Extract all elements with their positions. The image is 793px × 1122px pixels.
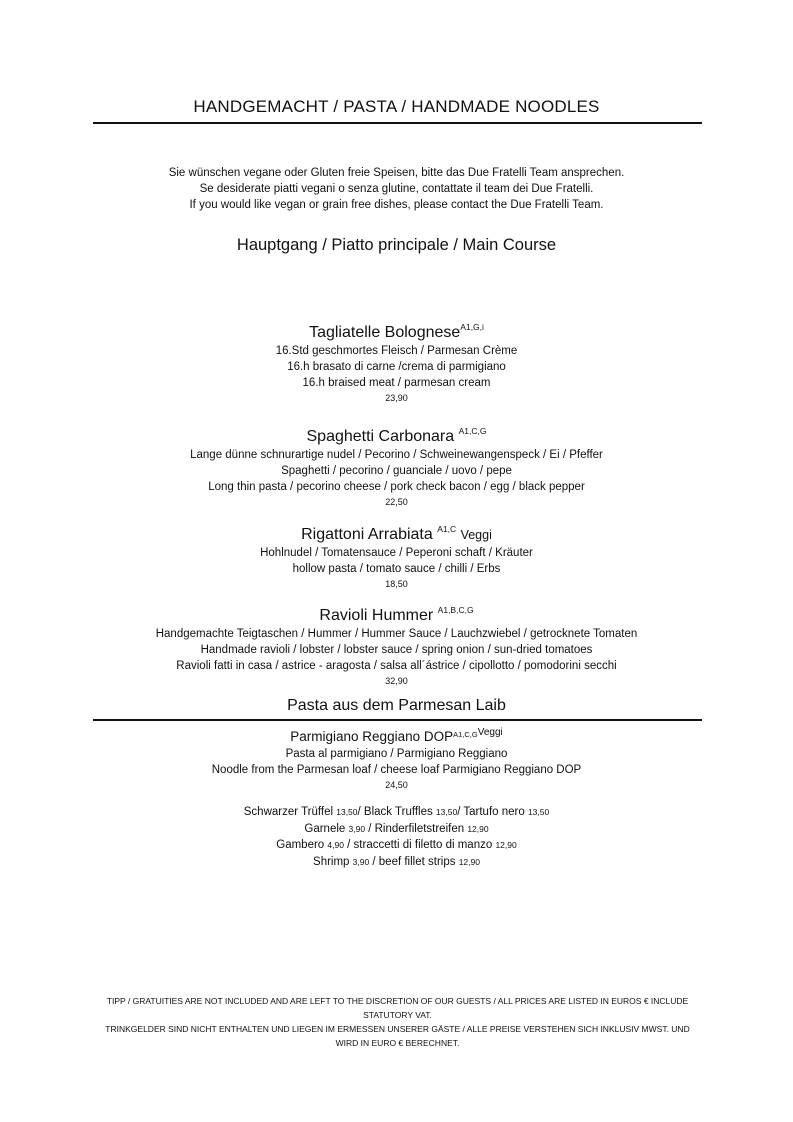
extra-label: Shrimp <box>313 855 353 868</box>
allergen-codes: A1,C,G <box>453 730 478 739</box>
extra-price: 3,90 <box>352 856 370 867</box>
dish-price: 32,90 <box>385 676 408 686</box>
dish-description-en: Long thin pasta / pecorino cheese / pork check bacon / egg / black pepper <box>208 481 585 493</box>
footer-note-en: TIPP / GRATUITIES ARE NOT INCLUDED AND ARE LEFT TO THE DISCRETION OF OUR GUESTS / ALL PRICES ARE LISTED IN EUROS € INCLUDE STATUTORY VAT. <box>106 996 689 1020</box>
title-divider <box>93 122 702 124</box>
extra-label: Schwarzer Trüffel <box>243 806 337 818</box>
extra-price: 12,90 <box>458 856 480 867</box>
extra-label: / Rinderfiletstreifen <box>365 822 468 835</box>
dietary-note-en: If you would like vegan or grain free dishes, please contact the Due Fratelli Team. <box>189 199 604 211</box>
extra-price: 13,50 <box>527 807 550 817</box>
allergen-codes: A1,C,G <box>458 426 487 436</box>
allergen-codes: A1,C <box>437 524 457 534</box>
extra-price: 13,50 <box>435 807 458 817</box>
dish-description-de: Lange dünne schnurartige nudel / Pecorino / Schweinewangenspeck / Ei / Pfeffer <box>190 449 603 461</box>
extra-price: 3,90 <box>348 823 366 834</box>
dish-description-it: Spaghetti / pecorino / guanciale / uovo / pepe <box>281 465 512 477</box>
extra-label: Garnele <box>304 822 349 835</box>
dish-price: 22,50 <box>385 497 408 507</box>
dish-title: Tagliatelle Bolognese <box>309 324 461 341</box>
dish-ravioli-hummer <box>0 600 793 687</box>
dish-name <box>0 519 793 545</box>
extra-label: / Tartufo nero <box>457 806 528 818</box>
allergen-codes: A1,B,C,G <box>437 605 474 615</box>
extra-price: 4,90 <box>327 840 344 850</box>
dish-description-de: Handgemachte Teigtaschen / Hummer / Hummer Sauce / Lauchzwiebel / getrocknete Tomaten <box>155 628 638 640</box>
extra-price: 13,50 <box>336 807 358 817</box>
extra-price: 12,90 <box>495 840 517 850</box>
veggi-tag: Veggi <box>460 528 492 542</box>
dish-name <box>0 600 793 626</box>
dietary-note-it: Se desiderate piatti vegani o senza glutine, contattate il team dei Due Fratelli. <box>199 183 594 195</box>
dish-description-en: hollow pasta / tomato sauce / chilli / Erbs <box>292 563 501 575</box>
extra-label: / straccetti di filetto di manzo <box>343 839 496 851</box>
dish-name <box>0 317 793 343</box>
course-heading: Hauptgang / Piatto principale / Main Course <box>236 236 557 254</box>
extras-line <box>0 837 793 854</box>
extras-line <box>0 821 793 838</box>
dish-rigattoni-arrabiata <box>0 519 793 590</box>
dish-title: Spaghetti Carbonara <box>306 428 455 445</box>
dietary-note <box>0 165 793 213</box>
dish-description-de: Hohlnudel / Tomatensauce / Peperoni schaft / Kräuter <box>260 547 533 559</box>
extras-line <box>0 804 793 821</box>
dish-spaghetti-carbonara <box>0 421 793 508</box>
extras-list <box>0 804 793 870</box>
dish-parmigiano-reggiano <box>0 724 793 791</box>
dish-description-en: Handmade ravioli / lobster / lobster sauce / spring onion / sun-dried tomatoes <box>200 644 593 656</box>
dish-price: 18,50 <box>385 579 408 589</box>
veggi-tag: Veggi <box>477 727 503 738</box>
dish-description-it: Ravioli fatti in casa / astrice - aragosta / salsa all´ástrice / cipollotto / pomodorini secchi <box>176 660 617 672</box>
dietary-note-de: Sie wünschen vegane oder Gluten freie Speisen, bitte das Due Fratelli Team ansprechen. <box>168 167 625 179</box>
dish-name <box>0 421 793 447</box>
dish-price: 24,50 <box>385 780 408 790</box>
dish-description-it: 16.h brasato di carne /crema di parmigiano <box>287 361 506 373</box>
dish-name <box>0 724 793 746</box>
dish-tagliatelle-bolognese <box>0 317 793 404</box>
dish-description-en: Noodle from the Parmesan loaf / cheese loaf Parmigiano Reggiano DOP <box>211 764 582 776</box>
dish-description-it: Pasta al parmigiano / Parmigiano Reggiano <box>285 748 508 760</box>
section-heading: Pasta aus dem Parmesan Laib <box>287 697 506 714</box>
footer-note <box>93 994 702 1050</box>
dish-description-en: 16.h braised meat / parmesan cream <box>302 377 491 389</box>
dish-title: Parmigiano Reggiano DOP <box>290 729 454 744</box>
extra-label: Gambero <box>276 839 328 851</box>
extras-line <box>0 854 793 871</box>
dish-title: Ravioli Hummer <box>319 607 434 624</box>
footer-note-de: TRINKGELDER SIND NICHT ENTHALTEN UND LIEGEN IM ERMESSEN UNSERER GÄSTE / ALLE PREISE VERSTEHEN SICH INKLUSIV MWST. UND WIRD IN EURO € BERECHNET. <box>105 1024 690 1048</box>
extra-price: 12,90 <box>467 823 489 834</box>
page-title: HANDGEMACHT / PASTA / HANDMADE NOODLES <box>193 97 600 116</box>
dish-price: 23,90 <box>385 393 408 403</box>
section-divider <box>93 719 702 721</box>
allergen-codes: A1,G,i <box>460 322 484 332</box>
extra-label: / beef fillet strips <box>369 855 459 868</box>
dish-description-de: 16.Std geschmortes Fleisch / Parmesan Crème <box>275 345 518 357</box>
dish-title: Rigattoni Arrabiata <box>301 526 433 543</box>
extra-label: / Black Truffles <box>357 806 436 818</box>
